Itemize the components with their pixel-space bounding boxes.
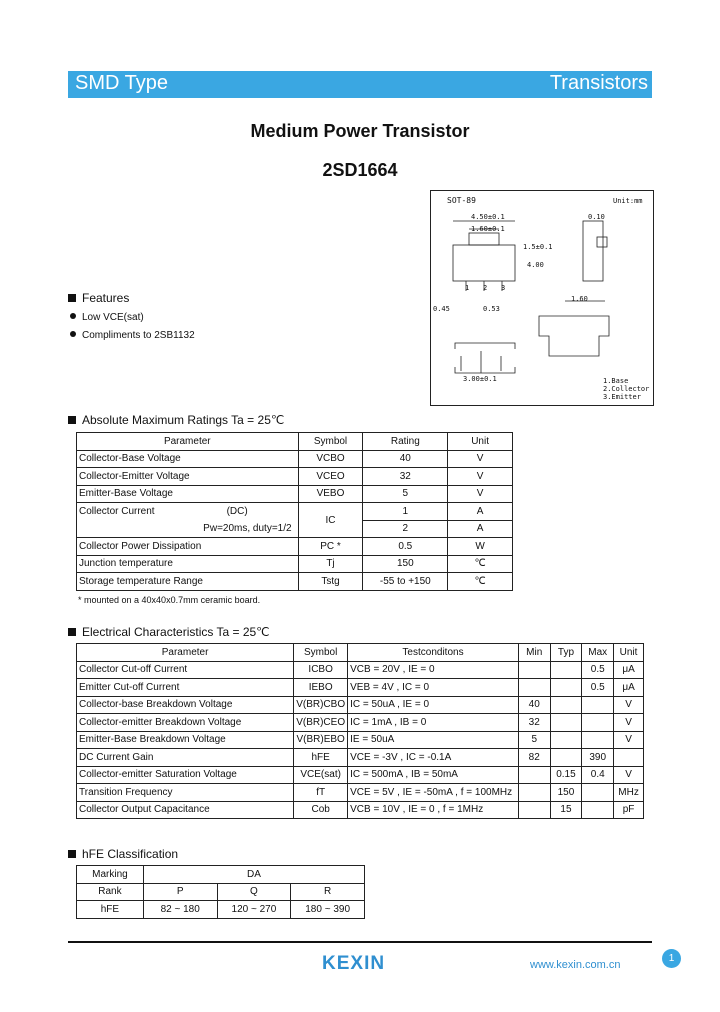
table-row: Collector-Base Voltage VCBO 40 V [77, 450, 513, 468]
table-row: Storage temperature Range Tstg -55 to +150 ℃ [77, 573, 513, 591]
footer-url[interactable]: www.kexin.com.cn [530, 959, 621, 971]
page-title: Medium Power Transistor [250, 121, 470, 141]
square-bullet-icon [68, 850, 76, 858]
package-name: SOT-89 [447, 196, 476, 205]
table-row: Collector-emitter Breakdown Voltage V(BR)CEO IC = 1mA , IB = 0 32 V [77, 714, 644, 732]
table-header-row: Parameter Symbol Rating Unit [77, 433, 513, 451]
table-row: DC Current Gain hFE VCE = -3V , IC = -0.1A 82 390 [77, 749, 644, 767]
table-row: Transition Frequency fT VCE = 5V , IE = -50mA , f = 100MHz 150 MHz [77, 784, 644, 802]
table-row: Collector-base Breakdown Voltage V(BR)CBO IC = 50uA , IE = 0 40 V [77, 696, 644, 714]
abs-max-heading: Absolute Maximum Ratings Ta = 25℃ [68, 413, 284, 427]
table-row: Rank P Q R [77, 883, 365, 901]
square-bullet-icon [68, 628, 76, 636]
table-row: Emitter Cut-off Current IEBO VEB = 4V , IC = 0 0.5 μA [77, 679, 644, 697]
dim-b: 1.60±0.1 [471, 225, 505, 233]
legend-2: 2.Collector [603, 385, 650, 393]
table-row: Pw=20ms, duty=1/2 2 A [77, 520, 513, 538]
pin-2: 2 [483, 284, 488, 292]
legend-1: 1.Base [603, 377, 629, 385]
pin-3: 3 [501, 284, 506, 292]
table-row: Emitter-Base Breakdown Voltage V(BR)EBO IE = 50uA 5 V [77, 731, 644, 749]
package-drawing [430, 190, 654, 406]
table-row: Collector-emitter Saturation Voltage VCE(sat) IC = 500mA , IB = 50mA 0.15 0.4 V [77, 766, 644, 784]
table-row: Junction temperature Tj 150 ℃ [77, 555, 513, 573]
hfe-table [76, 865, 365, 919]
square-bullet-icon [68, 416, 76, 424]
table-row: hFE 82 ~ 180 120 ~ 270 180 ~ 390 [77, 901, 365, 919]
table-row: Collector Cut-off Current ICBO VCB = 20V , IE = 0 0.5 μA [77, 661, 644, 679]
elec-table [76, 643, 644, 819]
dim-a: 4.50±0.1 [471, 213, 505, 221]
dim-c: 1.5±0.1 [523, 243, 553, 251]
dim-o: 0.10 [588, 213, 605, 221]
footnote: * mounted on a 40x40x0.7mm ceramic board. [78, 595, 261, 605]
abs-max-table [76, 432, 513, 591]
elec-heading: Electrical Characteristics Ta = 25℃ [68, 625, 270, 639]
feature-item: Low VCE(sat) [70, 312, 144, 323]
legend-3: 3.Emitter [603, 393, 641, 401]
table-row: Collector Output Capacitance Cob VCB = 10V , IE = 0 , f = 1MHz 15 pF [77, 801, 644, 819]
dim-f: 4.00 [527, 261, 544, 269]
pin-1: 1 [465, 284, 470, 292]
dim-g: 0.45 [433, 305, 450, 313]
table-row: Marking DA [77, 866, 365, 884]
hfe-heading: hFE Classification [68, 847, 178, 861]
square-bullet-icon [68, 294, 76, 302]
footer-divider [68, 941, 652, 943]
dim-n: 1.60 [571, 295, 588, 303]
dim-h: 0.53 [483, 305, 500, 313]
dim-i: 3.00±0.1 [463, 375, 497, 383]
package-unit: Unit:mm [613, 197, 643, 205]
package-outline-svg [431, 191, 653, 405]
dot-bullet-icon [70, 331, 76, 337]
header-banner [68, 71, 652, 98]
feature-item: Compliments to 2SB1132 [70, 330, 195, 341]
dot-bullet-icon [70, 313, 76, 319]
page-number-badge: 1 [662, 949, 681, 968]
table-row: Emitter-Base Voltage VEBO 5 V [77, 485, 513, 503]
table-row: Collector Power Dissipation PC * 0.5 W [77, 538, 513, 556]
header-left: SMD Type [75, 72, 168, 94]
table-header-row: Parameter Symbol Testconditons Min Typ Max Unit [77, 644, 644, 662]
features-heading: Features [68, 291, 129, 305]
table-row: Collector Current (DC) IC 1 A [77, 503, 513, 521]
part-number: 2SD1664 [322, 160, 398, 180]
table-row: Collector-Emitter Voltage VCEO 32 V [77, 468, 513, 486]
header-right: Transistors [549, 72, 648, 94]
kexin-logo: KEXIN [322, 953, 386, 974]
